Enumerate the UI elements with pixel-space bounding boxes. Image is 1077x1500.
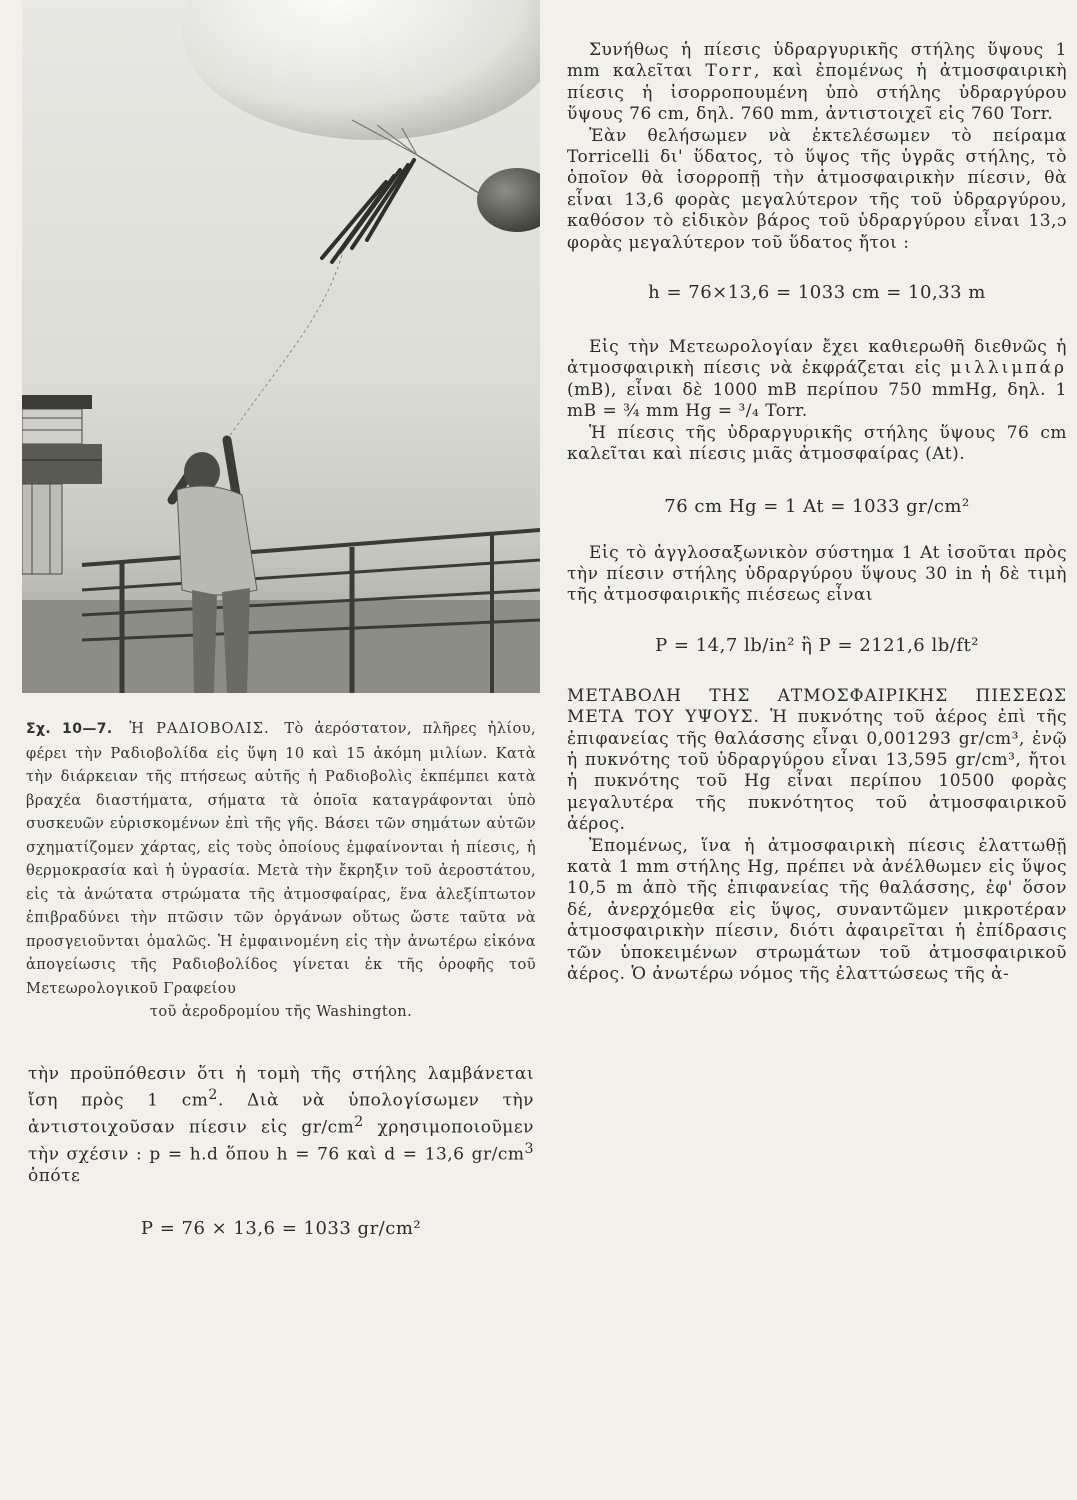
torricelli-water-paragraph: Ἐὰν θελήσωμεν νὰ ἐκτελέσωμεν τὸ πείραμα Torricelli δι' ὕδατος, τὸ ὕψος τῆς ὑγρᾶς στήλης, τὸ ὁποῖον θὰ ἰσορροπῇ τὴν ἀτμοσφαιρικὴν πίεσιν, θὰ εἶναι 13,6 φορὰς μεγαλύτερον τῆς τοῦ ὑδραργύρου, καθόσον τὸ εἰδικὸν βάρος τοῦ ὑδραργύρου εἶναι 13,ɔ φορὰς μεγαλύτερον τοῦ ὕδατος ἤτοι : bbox=[567, 125, 1067, 253]
atmosphere-paragraph: Ἡ πίεσις τῆς ὑδραργυρικῆς στήλης ὕψους 76 cm καλεῖται καὶ πίεσις μιᾶς ἀτμοσφαίρας (At). bbox=[567, 422, 1067, 465]
left-paragraph: τὴν προϋπόθεσιν ὅτι ἡ τομὴ τῆς στήλης λαμβάνεται ἴση πρὸς 1 $cm^2$. Διὰ νὰ ὑπολογίσωμεν τὴν ἀντιστοιχοῦσαν πίεσιν εἰς $gr/cm^2$ χρησιμοποιοῦμεν τὴν σχέσιν : p = h.d ὅπου h = 76 καὶ d = 13,6 $gr/cm^3$ ὁπότε bbox=[28, 1063, 535, 1187]
caption-body: Τὸ ἀερόστατον, πλῆρες ἡλίου, φέρει τὴν Ραδιοβολίδα εἰς ὕψη 10 καὶ 15 ἀκόμη μιλίων. Κατὰ τὴν διάρκειαν τῆς πτήσεως αὐτῆς ἡ Ραδιοβολὶς ἐκπέμπει κατὰ βραχέα διαστήματα, σήματα τὰ ὁποῖα καταγράφονται ὑπὸ συσκευῶν εὑρισκομένων ἐπὶ τῆς γῆς. Βάσει τῶν σημάτων αὐτῶν σχηματίζομεν χάρτας, εἰς τοὺς ὁποίους ἐμφαίνονται ἡ πίεσις, ἡ θερμοκρασία καὶ ἡ ὑγρασία. Μετὰ τὴν ἔκρηξιν τοῦ ἀεροστάτου, εἰς τὰ ἀνώτατα στρώματα τῆς ἀτμοσφαίρας, ἕνα ἀλεξίπτωτον ἐπιβραδύνει τὴν πτῶσιν τῶν ὀργάνων οὕτως ὥστε ταῦτα νὰ προσγειοῦνται ὁμαλῶς. Ἡ ἐμφαινομένη εἰς τὴν ἀνωτέρω εἰκόνα ἀπογείωσις τῆς Ραδιοβολίδος γίνεται ἐκ τῆς ὀροφῆς τοῦ Μετεωρολογικοῦ Γραφείου bbox=[26, 720, 537, 997]
left-column bbox=[22, 0, 540, 1239]
torr-paragraph bbox=[567, 40, 1067, 126]
right-column bbox=[567, 40, 1067, 985]
torr-p-b: , καὶ ἐπομένως ἡ ἀτμοσφαιρικὴ πίεσις ἡ ἰσορροπουμένη ὑπὸ στήλης ὑδραργύρου ὕψους 76 cm, δηλ. 760 mm, ἀντιστοιχεῖ εἰς 760 Torr. bbox=[567, 61, 1068, 125]
left-p1-b: . Διὰ νὰ ὑπολογίσωμεν τὴν ἀντιστοιχοῦσαν πίεσιν εἰς gr/cm bbox=[28, 1090, 535, 1138]
left-p1-d: ὁπότε bbox=[28, 1166, 81, 1187]
pressure-equation: P = 76 × 13,6 = 1033 gr/cm² bbox=[140, 1217, 422, 1239]
radiosonde-instruments bbox=[322, 160, 414, 262]
atmosphere-equation: 76 cm Hg = 1 At = 1033 gr/cm² bbox=[664, 495, 970, 517]
section-heading: ΜΕΤΑΒΟΛΗ ΤΗΣ ΑΤΜΟΣΦΑΙΡΙΚΗΣ ΠΙΕΣΕΩΣ ΜΕΤΑ ΤΟΥ ΥΨΟΥΣ. bbox=[567, 685, 1067, 728]
tower-structure bbox=[22, 395, 102, 574]
photo-illustration bbox=[22, 0, 540, 693]
altitude-paragraph: Ἐπομένως, ἵνα ἡ ἀτμοσφαιρικὴ πίεσις ἐλαττωθῇ κατὰ 1 mm στήλης Hg, πρέπει νὰ ἀνέλθωμεν εἰς ὕψος 10,5 m ἀπὸ τῆς ἐπιφανείας τῆς θαλάσσης, ἐφ' ὅσον δέ, ἀνερχόμεθα εἰς ὕψος, συναντῶμεν μικροτέραν ἀτμοσφαιρικὴν πίεσιν, διότι ἀφαιρεῖται ἡ ἐπίδρασις τῶν ὑποκειμένων στρωμάτων τοῦ ἀτμοσφαιρικοῦ ἀέρος. Ὁ ἀνωτέρω νόμος τῆς ἐλαττώσεως τῆς ἀ- bbox=[567, 835, 1067, 984]
torr-p-a: Συνήθως ἡ πίεσις ὑδραργυρικῆς στήλης ὕψους 1 mm καλεῖται bbox=[567, 40, 1067, 82]
left-body-text bbox=[22, 1064, 540, 1239]
density-text: Ἡ πυκνότης τοῦ ἀέρος ἐπὶ τῆς ἐπιφανείας τῆς θαλάσσης εἶναι 0,001293 gr/cm³, ἐνῷ ἡ πυκνότης τοῦ ὑδραργύρου εἶναι 13,595 gr/cm³, ἤτοι ἡ πυκνότης τοῦ Hg εἶναι περίπου 10500 φορὰς μεγαλυτέρα τῆς πυκνότητος τοῦ ἀτμοσφαιρικοῦ ἀέρος. bbox=[567, 707, 1067, 835]
millibar-p-a: Εἰς τὴν Μετεωρολογίαν ἔχει καθιερωθῆ διεθνῶς ἡ ἀτμοσφαιρικὴ πίεσις νὰ ἐκφράζεται εἰς bbox=[567, 337, 1067, 379]
caption-figure-number: Σχ. 10—7. bbox=[26, 721, 113, 737]
figure-caption bbox=[22, 717, 540, 1024]
left-p1-c: χρησιμοποιοῦμεν τὴν σχέσιν : p = h.d ὅπου h = 76 καὶ d = 13,6 gr/cm bbox=[28, 1117, 534, 1165]
caption-last-line: τοῦ ἀεροδρομίου τῆς Washington. bbox=[149, 1003, 413, 1020]
altitude-section bbox=[567, 686, 1067, 836]
second-balloon bbox=[477, 168, 540, 232]
radiosonde-photo bbox=[22, 0, 540, 693]
anglosaxon-paragraph: Εἰς τὸ ἀγγλοσαξωνικὸν σύστημα 1 At ἰσοῦται πρὸς τὴν πίεσιν στήλης ὑδραργύρου ὕψους 30 in ἡ δὲ τιμὴ τῆς ἀτμοσφαιρικῆς πιέσεως εἶναι bbox=[567, 542, 1067, 606]
water-column-equation: h = 76×13,6 = 1033 cm = 10,33 m bbox=[648, 282, 986, 304]
left-p1-a: τὴν προϋπόθεσιν ὅτι ἡ τομὴ τῆς στήλης λαμβάνεται ἴση πρὸς 1 cm bbox=[28, 1063, 534, 1111]
main-balloon bbox=[182, 0, 540, 140]
millibar-term: μιλλιμπάρ bbox=[950, 358, 1068, 379]
caption-title: Ἡ ΡΑΔΙΟΒΟΛΙΣ. bbox=[129, 720, 270, 737]
torr-term: Torr bbox=[705, 61, 755, 82]
imperial-pressure-equation: P = 14,7 lb/in² ἢ P = 2121,6 lb/ft² bbox=[655, 634, 979, 656]
millibar-paragraph bbox=[567, 337, 1067, 423]
millibar-p-b: (mB), εἶναι δὲ 1000 mB περίπου 750 mmHg, δηλ. 1 mB = ¾ mm Hg = ³/₄ Torr. bbox=[567, 379, 1067, 422]
